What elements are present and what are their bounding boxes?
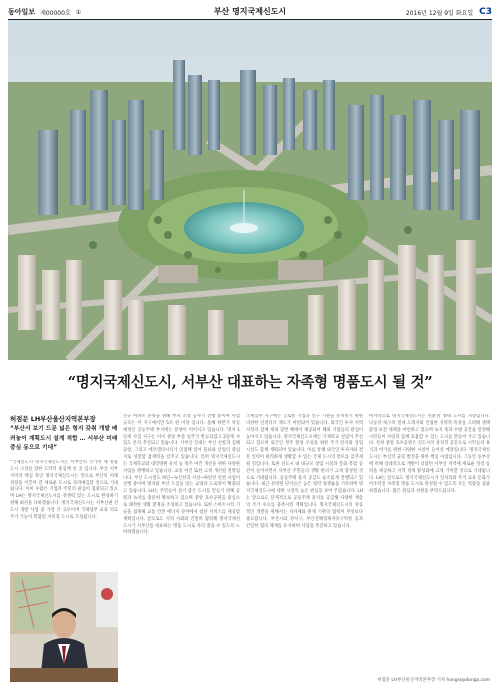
reporter-credit: 허점문 LH부산울산지역본부장 기자 hongsi@donga.com xyxy=(377,678,490,683)
article-column-4: 마지막으로 명지국제신도시는 친환경 생태 도시를 지향합니다. 낙동강 하구의 철새 도래지와 인접한 지역적 특성을 고려해 생태 환경 보전 대책을 마련하고 있으며 녹지 축과 수변 공간을 연결해 시민들이 자연과 함께 호흡할 수 있는 도시를 만들어 가고 있습니다. 특히 중앙 호수공원은 신도시의 상징적 공간으로 시민들의 휴식과 여가를 위한 다양한 시설이 들어설 예정입니다. 명지국제신도시는 부산의 균형 발전을 위한 핵심 사업입니다. 그동안 동부산에 비해 상대적으로 개발이 더뎠던 서부산 지역에 새로운 성장 동력을 제공하고 지역 경제 활성화에 크게 기여할 것으로 기대됩니다. LH는 앞으로도 명지국제신도시가 일자리와 주거 교육 문화가 어우러진 자족형 명품 도시로 완성될 수 있도록 모든 역량을 집중하겠습니다. 많은 관심과 성원을 부탁드립니다. xyxy=(369,414,490,495)
subheadline: “부산서 보기 드문 넓은 형지 갖춰 개발 배려놓이 계획도시 설계 적합 … 서부산 미래 중심 동으로 기대” xyxy=(10,426,118,451)
article-column-3: 국제업무 지구에는 글로벌 기업과 연구 기관을 유치하기 위한 다양한 인센티브 제도가 마련되어 있습니다. 외국인 투자 지역 지정과 함께 세제 감면 혜택이 제공되어 해외 기업들의 관심이 높아지고 있습니다. 명지국제신도시에는 국제학교 설립이 추진되고 있으며 외국인 정주 환경 조성을 위한 주거 단지와 상업 시설도 함께 계획되어 있습니다. 이를 통해 외국인 투자자와 전문 인력이 편리하게 생활할 수 있는 국제 도시의 면모를 갖추게 될 것입니다. 또한 신도시 내 대규모 상업 시설과 문화 복합 공간이 들어서면서 서부산 주민들의 생활 편의가 크게 향상될 것으로 기대됩니다. 공동주택 용지 공급도 순조롭게 진행되고 있습니다. 최근 분양된 단지들은 높은 청약 경쟁률을 기록하며 명지국제신도시에 대한 시장의 높은 관심을 보여 주었습니다. LH는 앞으로도 단계적으로 공동주택 용지를 공급해 다양한 계층의 주거 수요를 충족시킬 계획입니다. 명지국제신도시의 성공적인 개발을 위해서는 지자체와 관계 기관의 협력이 무엇보다 중요합니다. 부산시와 강서구, 부산진해경제자유구역청 등과 긴밀한 협의 체계를 유지하며 사업을 추진하고 있습니다. xyxy=(246,414,363,529)
masthead xyxy=(8,5,492,19)
article-column-1: “국제신도시 명지국제신도시는 서부산의 국가적 새 명품도시 구상을 향한 도약의 중심에 선 곳 입니다. 부산 서부 지역의 핵심 축인 명지국제신도시는 앞으로 부산의 미래 성장을 이끌어 갈 새로운 도시로 자리매김할 것으로 기대됩니다. 이미 수많은 기업과 주민의 관심이 집중되고 있으며 LH는 명지국제신도시를 경쟁력 있는 도시로 완성하기 위해 최선을 다하겠습니다. 명지국제신도시는 서부산권 신도시 개발 사업 중 가장 큰 규모이며 국제업무 교육 의료 주거 기능이 복합된 자족형 도시로 조성됩니다. xyxy=(10,460,118,520)
newspaper-logo: 동아일보 xyxy=(8,8,36,16)
section-marker: ① xyxy=(75,8,82,16)
city-aerial-rendering xyxy=(8,20,492,360)
page-number: C3 xyxy=(479,7,492,17)
byline: 허점문 LH부산울산지역본부장 xyxy=(10,415,96,423)
issue-number: 제00000호 xyxy=(40,9,71,17)
publication-date: 2016년 12월 9일 화요일 xyxy=(405,9,474,17)
interviewee-photo xyxy=(10,572,118,682)
masthead-right xyxy=(406,7,492,17)
article-column-2: 신규 아파트 분양을 위해 부지 조성 공사가 진행 중이며 사업 규모는 이 지구에서만 5조 원 이상 입니다. 올해 하반기 착공 예정인 공동주택 부지에는 분양이 이어지고 있습니다. 명지 1단계 사업 지구는 이미 상당 부분 입주가 완료되었고 2단계 사업도 본격 추진되고 있습니다. 서부산 일대는 부산 신항과 김해공항, 그리고 에코델타시티가 인접해 있어 물류와 산업의 중심지로 성장할 잠재력을 갖추고 있습니다. 특히 명지국제신도시는 국제학교와 대학병원 유치 등 정주 여건 개선을 위한 다양한 사업을 병행하고 있습니다. 교통 여건 또한 크게 개선될 전망입니다. 부산 도시철도 하단~녹산선과 사상~하단선 연결 사업이 진행 중이며 명지와 부산 도심을 잇는 교량과 도로망이 확충되고 있습니다. LH는 주민들이 살기 좋은 도시를 만들기 위해 공원과 녹지를 충분히 확보하고 있으며 중앙 호수공원을 중심으로 쾌적한 생활 환경을 조성하고 있습니다. 또한 스마트시티 기술을 접목해 교통 안전 에너지 분야에서 첨단 서비스를 제공할 계획입니다. 앞으로도 지역 사회와 긴밀히 협력해 명지국제신도시가 서부산을 대표하는 명품 도시로 자리 잡을 수 있도록 노력하겠습니다. xyxy=(123,414,240,536)
section-title: 부산 명지국제신도시 xyxy=(213,7,287,16)
article-headline: “명지국제신도시, 서부산 대표하는 자족형 명품도시 될 것” xyxy=(67,374,433,391)
